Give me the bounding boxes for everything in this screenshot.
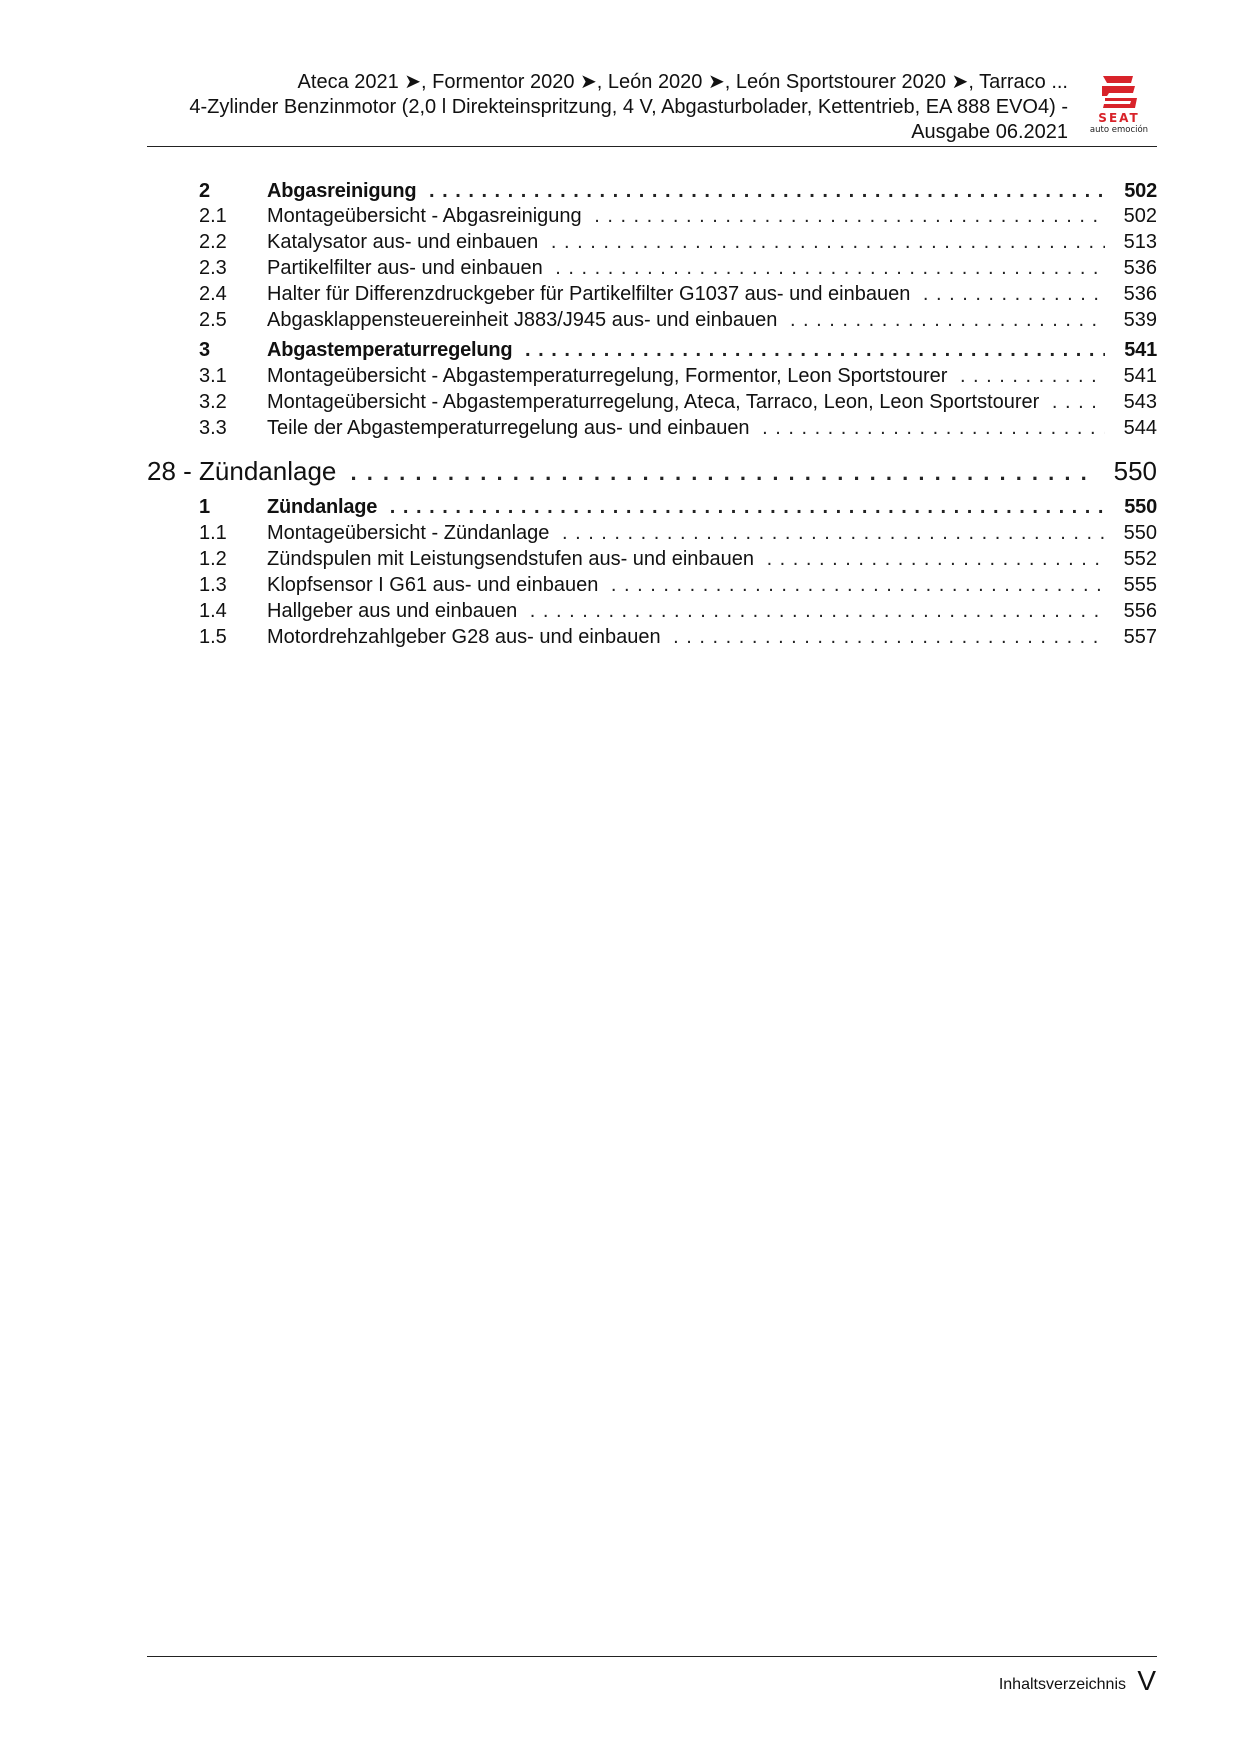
toc-entry-3-3[interactable] xyxy=(199,415,1157,441)
toc-entry-page: 513 xyxy=(1123,231,1157,253)
toc-entry-number: 1.1 xyxy=(199,522,227,544)
toc-entry-number: 1.3 xyxy=(199,574,227,596)
toc-entry-3[interactable] xyxy=(199,337,1157,363)
toc-entry-title: Zündspulen mit Leistungsendstufen aus- und einbauen . . . xyxy=(267,546,1105,572)
toc-entry-title: Katalysator aus- und einbauen . . . xyxy=(267,229,1105,255)
toc-entry-28-1-3[interactable] xyxy=(199,572,1157,598)
logo-wordmark: SEAT xyxy=(1098,111,1140,125)
toc-entry-title: Halter für Differenzdruckgeber für Partikelfilter G1037 aus- und einbauen . . . xyxy=(267,281,1105,307)
toc-entry-page: 544 xyxy=(1123,417,1157,439)
footer-divider xyxy=(147,1656,1157,1657)
toc-entry-title: Montageübersicht - Abgastemperaturregelung, Ateca, Tarraco, Leon, Leon Sportstourer . . . xyxy=(267,389,1105,415)
toc-entry-number: 2.2 xyxy=(199,231,227,253)
toc-entry-page: 557 xyxy=(1123,626,1157,648)
toc-entry-title: Montageübersicht - Abgastemperaturregelung, Formentor, Leon Sportstourer . . . xyxy=(267,363,1105,389)
toc-entry-title: Montageübersicht - Zündanlage . . . xyxy=(267,520,1105,546)
toc-entry-2-3[interactable] xyxy=(199,255,1157,281)
toc-entry-2-5[interactable] xyxy=(199,307,1157,333)
footer-page-number: V xyxy=(1137,1665,1156,1696)
seat-logo xyxy=(1081,74,1157,134)
toc-entry-number: 2.5 xyxy=(199,309,227,331)
toc-entry-title: Abgasklappensteuereinheit J883/J945 aus- und einbauen . . . xyxy=(267,307,1105,333)
toc-entry-2-4[interactable] xyxy=(199,281,1157,307)
toc-entry-page: 536 xyxy=(1123,283,1157,305)
toc-entry-number: 2 xyxy=(199,180,210,202)
toc-entry-number: 3.3 xyxy=(199,417,227,439)
toc-entry-page: 541 xyxy=(1123,365,1157,387)
toc-entry-28-1-1[interactable] xyxy=(199,520,1157,546)
footer-section-label: Inhaltsverzeichnis xyxy=(998,1676,1126,1693)
toc-entry-2-2[interactable] xyxy=(199,229,1157,255)
toc-entry-28-1-4[interactable] xyxy=(199,598,1157,624)
toc-entry-page: 539 xyxy=(1123,309,1157,331)
toc-entry-page: 556 xyxy=(1123,600,1157,622)
toc-entry-number: 1 xyxy=(199,496,210,518)
header-vehicle-line: Ateca 2021 ➤, Formentor 2020 ➤, León 2020 ➤, León Sportstourer 2020 ➤, Tarraco ... xyxy=(297,71,1068,93)
toc-entry-page: 550 xyxy=(1123,522,1157,544)
toc-entry-3-2[interactable] xyxy=(199,389,1157,415)
toc-chapter-title: 28 - Zündanlage . . . xyxy=(147,455,1097,489)
toc-entry-28-1-5[interactable] xyxy=(199,624,1157,650)
toc-entry-3-1[interactable] xyxy=(199,363,1157,389)
page-header xyxy=(108,70,1068,145)
toc-entry-number: 2.4 xyxy=(199,283,227,305)
toc-entry-page: 536 xyxy=(1123,257,1157,279)
toc-chapter-page: 550 xyxy=(1113,456,1157,486)
toc-entry-number: 3.1 xyxy=(199,365,227,387)
toc-entry-page: 555 xyxy=(1123,574,1157,596)
header-edition-line: Ausgabe 06.2021 xyxy=(911,121,1068,143)
toc-entry-title: Zündanlage . . . xyxy=(267,494,1105,520)
toc-entry-2-1[interactable] xyxy=(199,203,1157,229)
toc-entry-title: Abgastemperaturregelung . . . xyxy=(267,337,1105,363)
toc-entry-number: 1.2 xyxy=(199,548,227,570)
toc-entry-page: 541 xyxy=(1124,339,1157,361)
toc-entry-page: 543 xyxy=(1123,391,1157,413)
toc-entry-title: Montageübersicht - Abgasreinigung . . . xyxy=(267,203,1105,229)
toc-entry-title: Motordrehzahlgeber G28 aus- und einbauen . . . xyxy=(267,624,1105,650)
toc-entry-page: 552 xyxy=(1123,548,1157,570)
toc-entry-title: Hallgeber aus und einbauen . . . xyxy=(267,598,1105,624)
toc-entry-28-1[interactable] xyxy=(199,494,1157,520)
toc-entry-number: 1.4 xyxy=(199,600,227,622)
toc-entry-2[interactable] xyxy=(199,178,1157,204)
header-engine-line: 4-Zylinder Benzinmotor (2,0 l Direkteinspritzung, 4 V, Abgasturbolader, Kettentrieb, EA 888 EVO4) - xyxy=(189,96,1068,118)
toc-entry-title: Klopfsensor I G61 aus- und einbauen . . . xyxy=(267,572,1105,598)
toc-chapter-28[interactable] xyxy=(147,455,1157,487)
logo-tagline: auto emoción xyxy=(1089,125,1149,134)
toc-entry-number: 2.1 xyxy=(199,205,227,227)
toc-entry-number: 3 xyxy=(199,339,210,361)
toc-entry-title: Abgasreinigung . . . xyxy=(267,178,1105,204)
toc-entry-page: 502 xyxy=(1124,180,1157,202)
toc-entry-28-1-2[interactable] xyxy=(199,546,1157,572)
toc-entry-page: 502 xyxy=(1123,205,1157,227)
toc-entry-number: 1.5 xyxy=(199,626,227,648)
toc-entry-title: Teile der Abgastemperaturregelung aus- und einbauen . . . xyxy=(267,415,1105,441)
header-divider xyxy=(147,146,1157,147)
toc-entry-number: 3.2 xyxy=(199,391,227,413)
seat-logo-icon xyxy=(1081,74,1157,134)
toc-entry-number: 2.3 xyxy=(199,257,227,279)
toc-entry-title: Partikelfilter aus- und einbauen . . . xyxy=(267,255,1105,281)
toc-entry-page: 550 xyxy=(1124,496,1157,518)
